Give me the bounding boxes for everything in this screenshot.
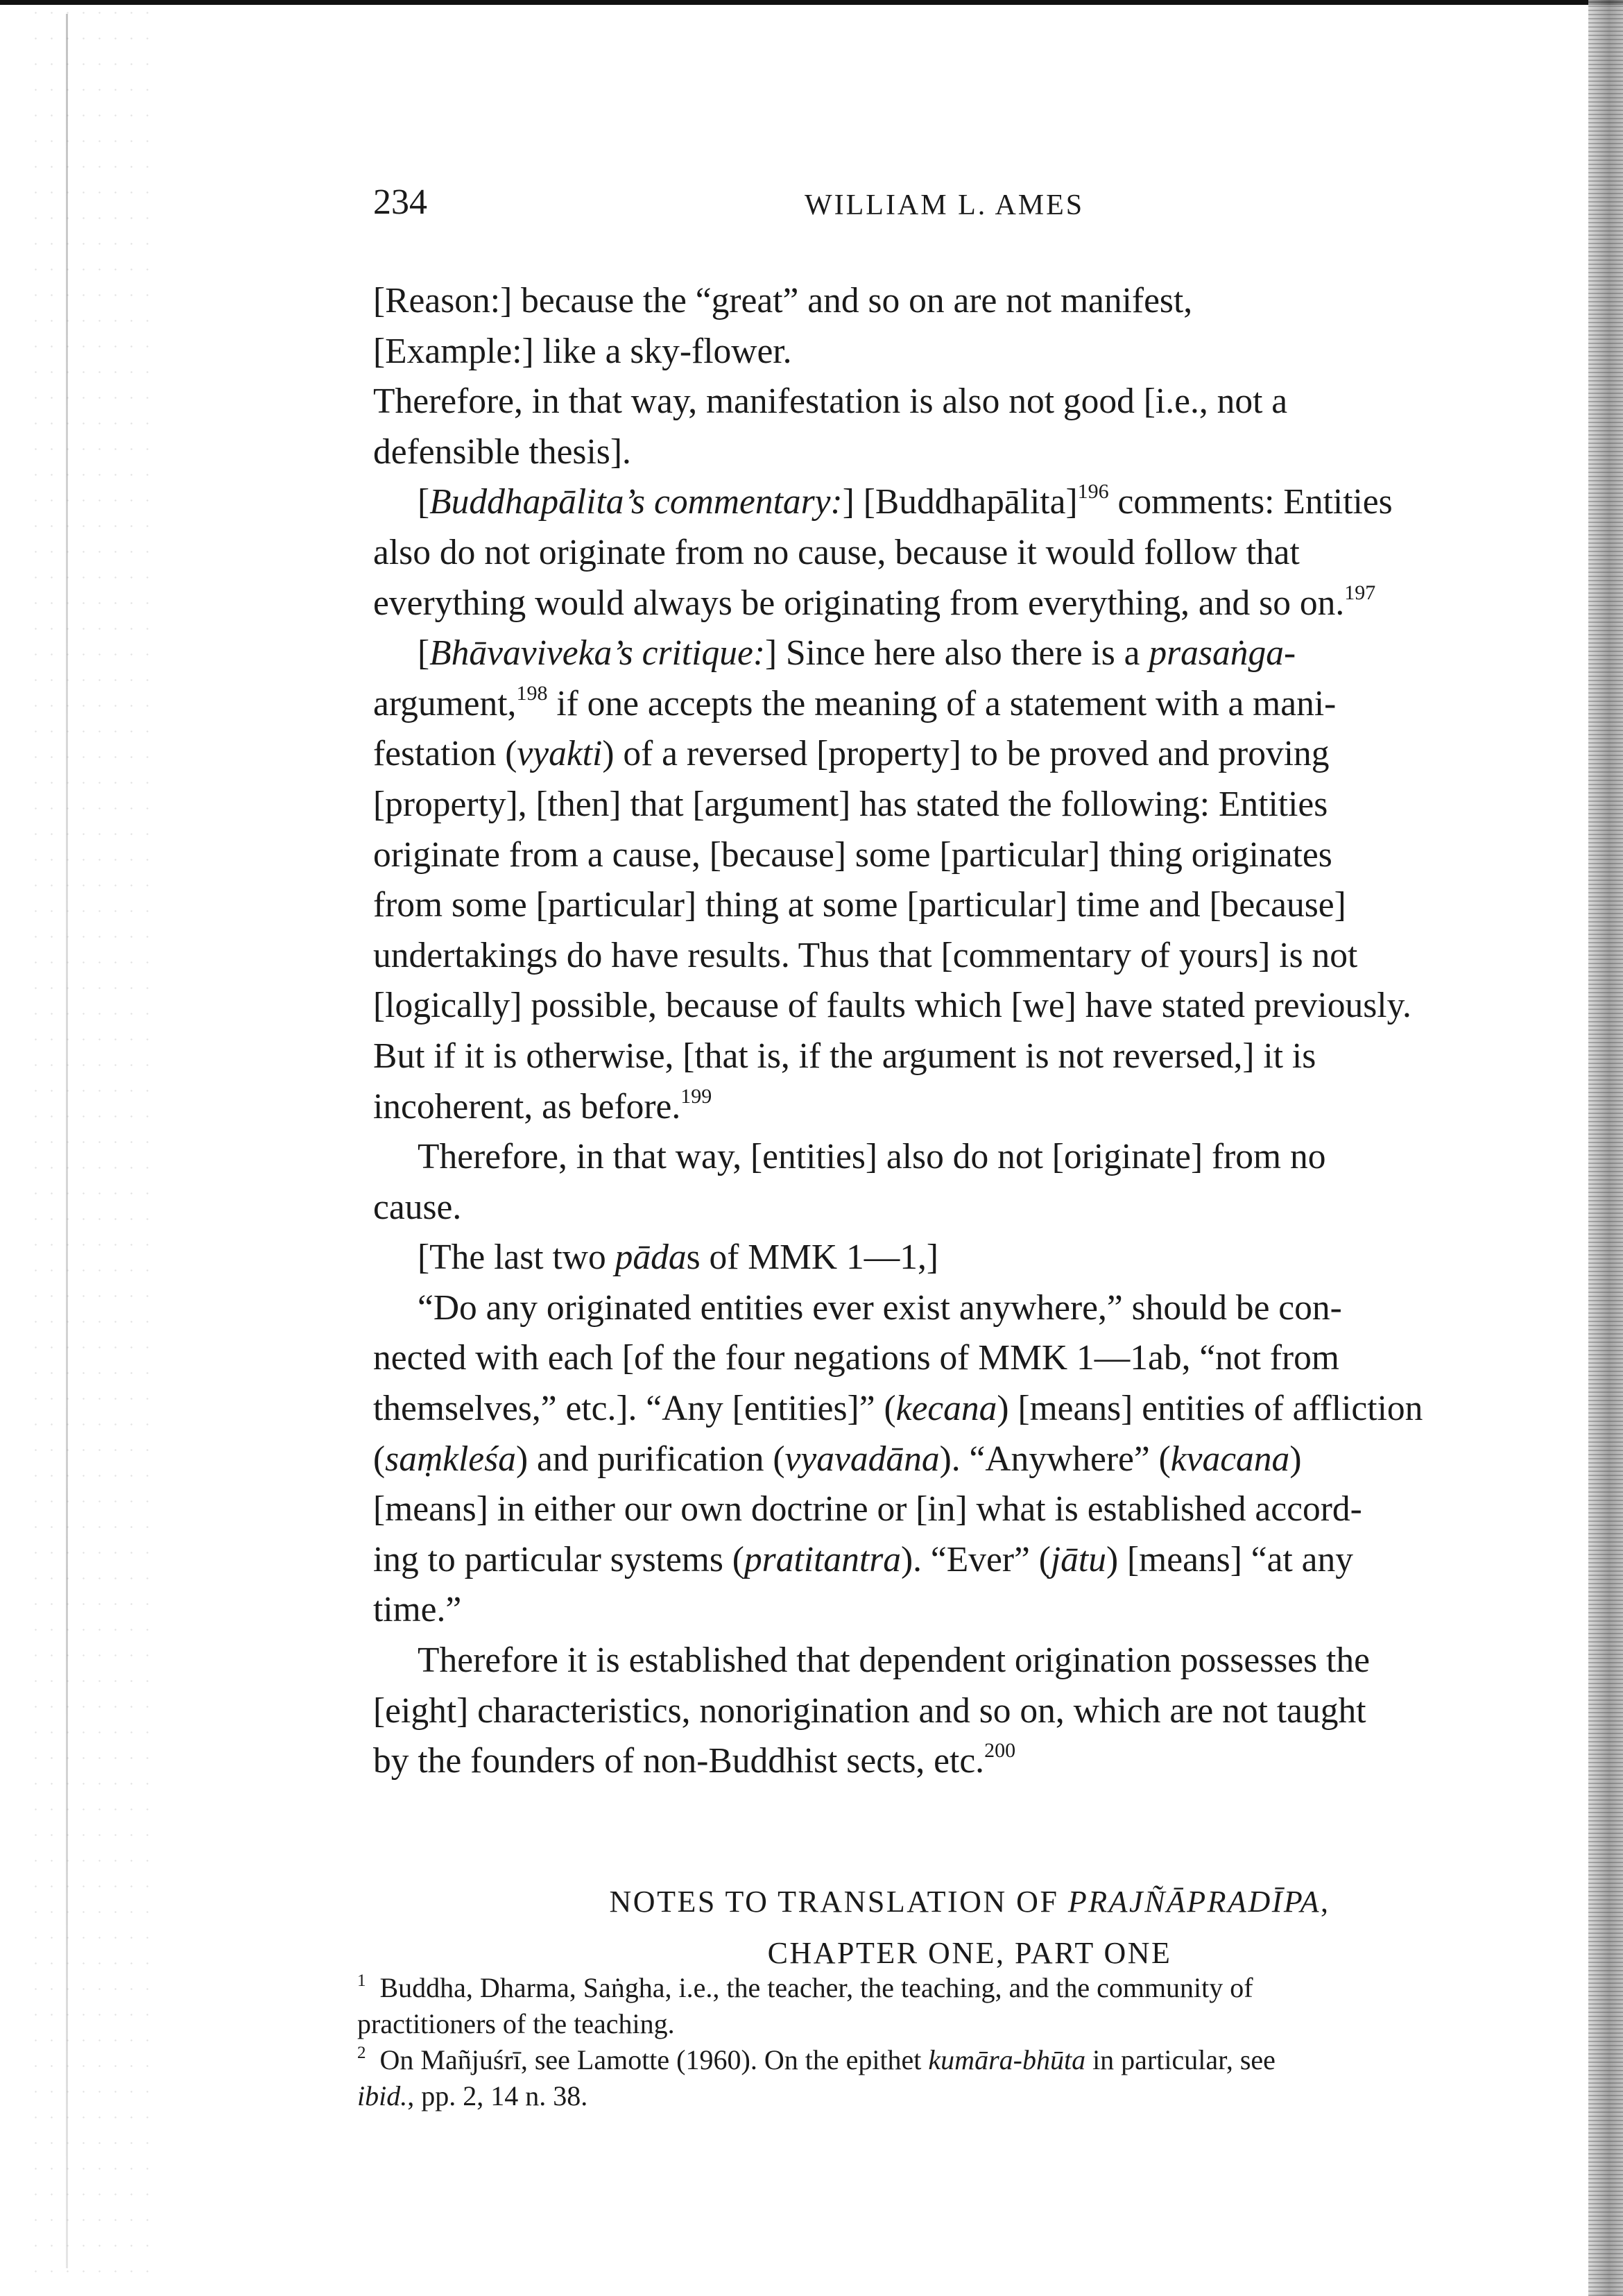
footnote-ref: 198 — [516, 681, 548, 705]
running-head — [373, 182, 1566, 230]
text-line: argument,$^{198}$ if one accepts the meaning of a statement with a mani- — [373, 681, 1337, 723]
text-line: festation (vyakti) of a reversed [property] to be proved and proving — [373, 734, 1330, 774]
text-line: [Buddhapālita’s commentary:] [Buddhapālita]$^{196}$ comments: Entities — [418, 480, 1393, 522]
footnote-ref: 199 — [680, 1084, 712, 1108]
footnote-2: $^2$ On Mañjuśrī, see Lamotte (1960). On the epithet kumāra-bhūta in particular, see — [357, 2044, 1276, 2075]
text-line: Therefore it is established that dependent origination possesses the — [418, 1640, 1370, 1681]
text-line: Therefore, in that way, [entities] also do not [originate] from no — [418, 1137, 1326, 1177]
footnotes — [357, 1970, 1578, 2114]
footnote-ref: 196 — [1077, 480, 1109, 504]
scan-noise — [28, 0, 153, 2296]
page-top-edge — [0, 0, 1623, 5]
footnote-ref: 197 — [1344, 581, 1376, 604]
text-line: [The last two pādas of MMK 1—1,] — [418, 1237, 938, 1278]
text-line: time.” — [373, 1590, 462, 1630]
text-line: [Example:] like a sky-flower. — [373, 331, 792, 371]
text-line: undertakings do have results. Thus that [commentary of yours] is not — [373, 935, 1358, 975]
text-line: [logically] possible, because of faults which [we] have stated previously. — [373, 986, 1411, 1026]
text-line: Therefore, in that way, manifestation is also not good [i.e., not a — [373, 382, 1288, 422]
footnote-2-cont: ibid., pp. 2, 14 n. 38. — [357, 2080, 588, 2111]
text-line: [Reason:] because the “great” and so on are not manifest, — [373, 281, 1193, 320]
footnote-1-cont: practitioners of the teaching. — [357, 2008, 675, 2039]
body-text — [373, 276, 1566, 1787]
text-line: ing to particular systems (pratitantra). “Ever” (jātu) [means] “at any — [373, 1539, 1354, 1579]
text-line: [means] in either our own doctrine or [in] what is established accord- — [373, 1489, 1362, 1530]
text-line: from some [particular] thing at some [particular] time and [because] — [373, 885, 1346, 925]
page-number: 234 — [373, 182, 427, 222]
text-line: (saṃkleśa) and purification (vyavadāna). “Anywhere” (kvacana) — [373, 1439, 1302, 1479]
text-line: by the founders of non-Buddhist sects, etc.$^{200}$ — [373, 1739, 1016, 1781]
scan-gutter-line — [66, 14, 68, 2268]
text-line: [property], [then] that [argument] has stated the following: Entities — [373, 784, 1328, 824]
text-line: incoherent, as before.$^{199}$ — [373, 1084, 712, 1126]
text-line: “Do any originated entities ever exist anywhere,” should be con- — [418, 1287, 1342, 1328]
text-line: cause. — [373, 1187, 462, 1227]
footnote-1: $^1$ Buddha, Dharma, Saṅgha, i.e., the teacher, the teaching, and the community of — [357, 1971, 1253, 2003]
text-line: [Bhāvaviveka’s critique:] Since here also there is a prasaṅga- — [418, 633, 1296, 674]
text-line: themselves,” etc.]. “Any [entities]” (kecana) [means] entities of affliction — [373, 1389, 1423, 1429]
text-line: defensible thesis]. — [373, 431, 631, 472]
text-line: [eight] characteristics, nonorigination and so on, which are not taught — [373, 1690, 1366, 1731]
text-line: also do not originate from no cause, because it would follow that — [373, 532, 1300, 572]
notes-heading: NOTES TO TRANSLATION OF PRAJÑĀPRADĪPA, CHAPTER ONE, PART ONE — [609, 1885, 1330, 1970]
text-line: originate from a cause, [because] some [particular] thing originates — [373, 834, 1332, 875]
text-line: everything would always be originating from everything, and so on.$^{197}$ — [373, 581, 1376, 623]
text-line: nected with each [of the four negations of MMK 1—1ab, “not from — [373, 1338, 1339, 1378]
scan-page-edge — [1588, 0, 1623, 2296]
footnote-ref: 200 — [984, 1739, 1016, 1763]
running-title: WILLIAM L. AMES — [805, 189, 1085, 221]
text-line: But if it is otherwise, [that is, if the argument is not reversed,] it is — [373, 1036, 1316, 1076]
